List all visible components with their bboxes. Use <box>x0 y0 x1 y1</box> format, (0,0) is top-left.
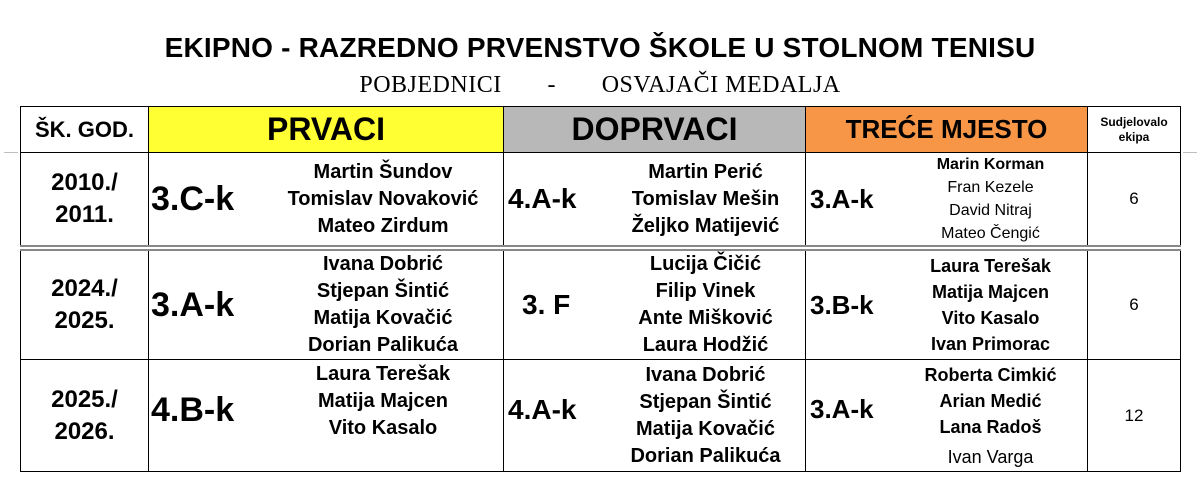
right-gridline-stub <box>1183 152 1197 153</box>
teams-count: 6 <box>1088 248 1181 360</box>
header-row <box>21 107 1181 153</box>
runner-up-class: 3. F <box>522 289 571 320</box>
champions-cell <box>149 360 504 472</box>
third-place-class: 3.B-k <box>810 289 874 320</box>
player-name: Vito Kasalo <box>328 417 438 439</box>
table-row <box>21 360 1181 472</box>
player-name: Tomislav Mešin <box>631 187 780 210</box>
teams-count: 6 <box>1088 153 1181 249</box>
champion-class: 4.B-k <box>151 391 235 429</box>
subtitle-winners: POBJEDNICI <box>359 72 502 98</box>
runner-up-class: 4.A-k <box>508 393 577 425</box>
third-place-cell <box>806 360 1088 472</box>
runner-up-class: 4.A-k <box>508 183 577 214</box>
player-name: Stjepan Šintić <box>316 280 450 302</box>
header-champions: PRVACI <box>149 107 504 153</box>
champion-players <box>263 251 503 359</box>
player-name: Ante Mišković <box>638 307 773 329</box>
third-place-cell <box>806 153 1088 249</box>
player-name: Mateo Zirdum <box>317 214 449 237</box>
subtitle-separator: - <box>547 72 556 98</box>
table-row <box>21 248 1181 360</box>
header-school-year: ŠK. GOD. <box>21 107 149 153</box>
player-name: Stjepan Šintić <box>639 390 772 413</box>
teams-count: 12 <box>1088 360 1181 472</box>
left-gridline-stub <box>4 152 18 153</box>
player-name: Lana Radoš <box>939 416 1042 437</box>
player-name: Roberta Cimkić <box>924 364 1057 385</box>
player-name: Martin Šundov <box>313 160 453 183</box>
champion-players <box>263 361 503 442</box>
runners-up-cell <box>504 153 806 249</box>
school-year-cell: 2024./ 2025. <box>21 248 149 360</box>
runner-up-players <box>606 362 805 470</box>
player-name: Dorian Palikuća <box>630 444 781 467</box>
player-name: Matija Kovačić <box>313 307 453 329</box>
player-name: Dorian Palikuća <box>307 334 459 356</box>
header-third-place: TREĆE MJESTO <box>806 107 1088 153</box>
header-teams-participated: Sudjelovalo ekipa <box>1088 107 1181 153</box>
player-name: Laura Terešak <box>315 363 451 385</box>
third-place-class: 3.A-k <box>810 183 874 214</box>
player-name: David Nitraj <box>949 202 1032 219</box>
champions-cell <box>149 248 504 360</box>
player-name: Filip Vinek <box>655 280 756 302</box>
player-name: Laura Hodžić <box>642 334 769 356</box>
page-title: EKIPNO - RAZREDNO PRVENSTVO ŠKOLE U STOLNOM TENISU <box>164 32 1036 63</box>
runner-up-players <box>606 251 805 359</box>
player-name: Ivan Varga <box>947 446 1034 467</box>
player-name: Željko Matijević <box>631 214 780 237</box>
player-name: Matija Majcen <box>317 390 449 412</box>
third-place-players <box>894 253 1087 357</box>
runner-up-players <box>606 159 805 240</box>
player-name: Lucija Čičić <box>649 253 762 275</box>
player-name: Mateo Čengić <box>941 225 1040 242</box>
third-place-cell <box>806 248 1088 360</box>
champion-class: 3.C-k <box>151 179 235 218</box>
third-place-players <box>894 153 1087 245</box>
header-runners-up: DOPRVACI <box>504 107 806 153</box>
player-name: Matija Kovačić <box>636 417 775 440</box>
runners-up-cell <box>504 248 806 360</box>
player-name: Ivana Dobrić <box>645 363 766 386</box>
third-place-players <box>894 362 1087 470</box>
third-place-class: 3.A-k <box>810 394 874 424</box>
school-year-cell: 2010./ 2011. <box>21 153 149 249</box>
player-name: Fran Kezele <box>947 179 1034 196</box>
player-name: Martin Perić <box>648 160 763 183</box>
runners-up-cell <box>504 360 806 472</box>
champion-players <box>263 159 503 240</box>
school-year-cell: 2025./ 2026. <box>21 360 149 472</box>
page-subtitle <box>0 72 1200 99</box>
results-table <box>20 106 1181 472</box>
player-name: Marin Korman <box>936 156 1045 173</box>
player-name: Vito Kasalo <box>941 308 1040 328</box>
player-name: Laura Terešak <box>930 256 1051 276</box>
player-name: Arian Medić <box>939 390 1042 411</box>
player-name: Matija Majcen <box>931 282 1050 302</box>
player-name: Tomislav Novaković <box>287 187 479 210</box>
player-name: Ivana Dobrić <box>322 253 444 275</box>
champions-cell <box>149 153 504 249</box>
subtitle-medalists: OSVAJAČI MEDALJA <box>601 72 841 98</box>
champion-class: 3.A-k <box>151 285 235 324</box>
table-row <box>21 153 1181 249</box>
player-name: Ivan Primorac <box>930 334 1051 354</box>
